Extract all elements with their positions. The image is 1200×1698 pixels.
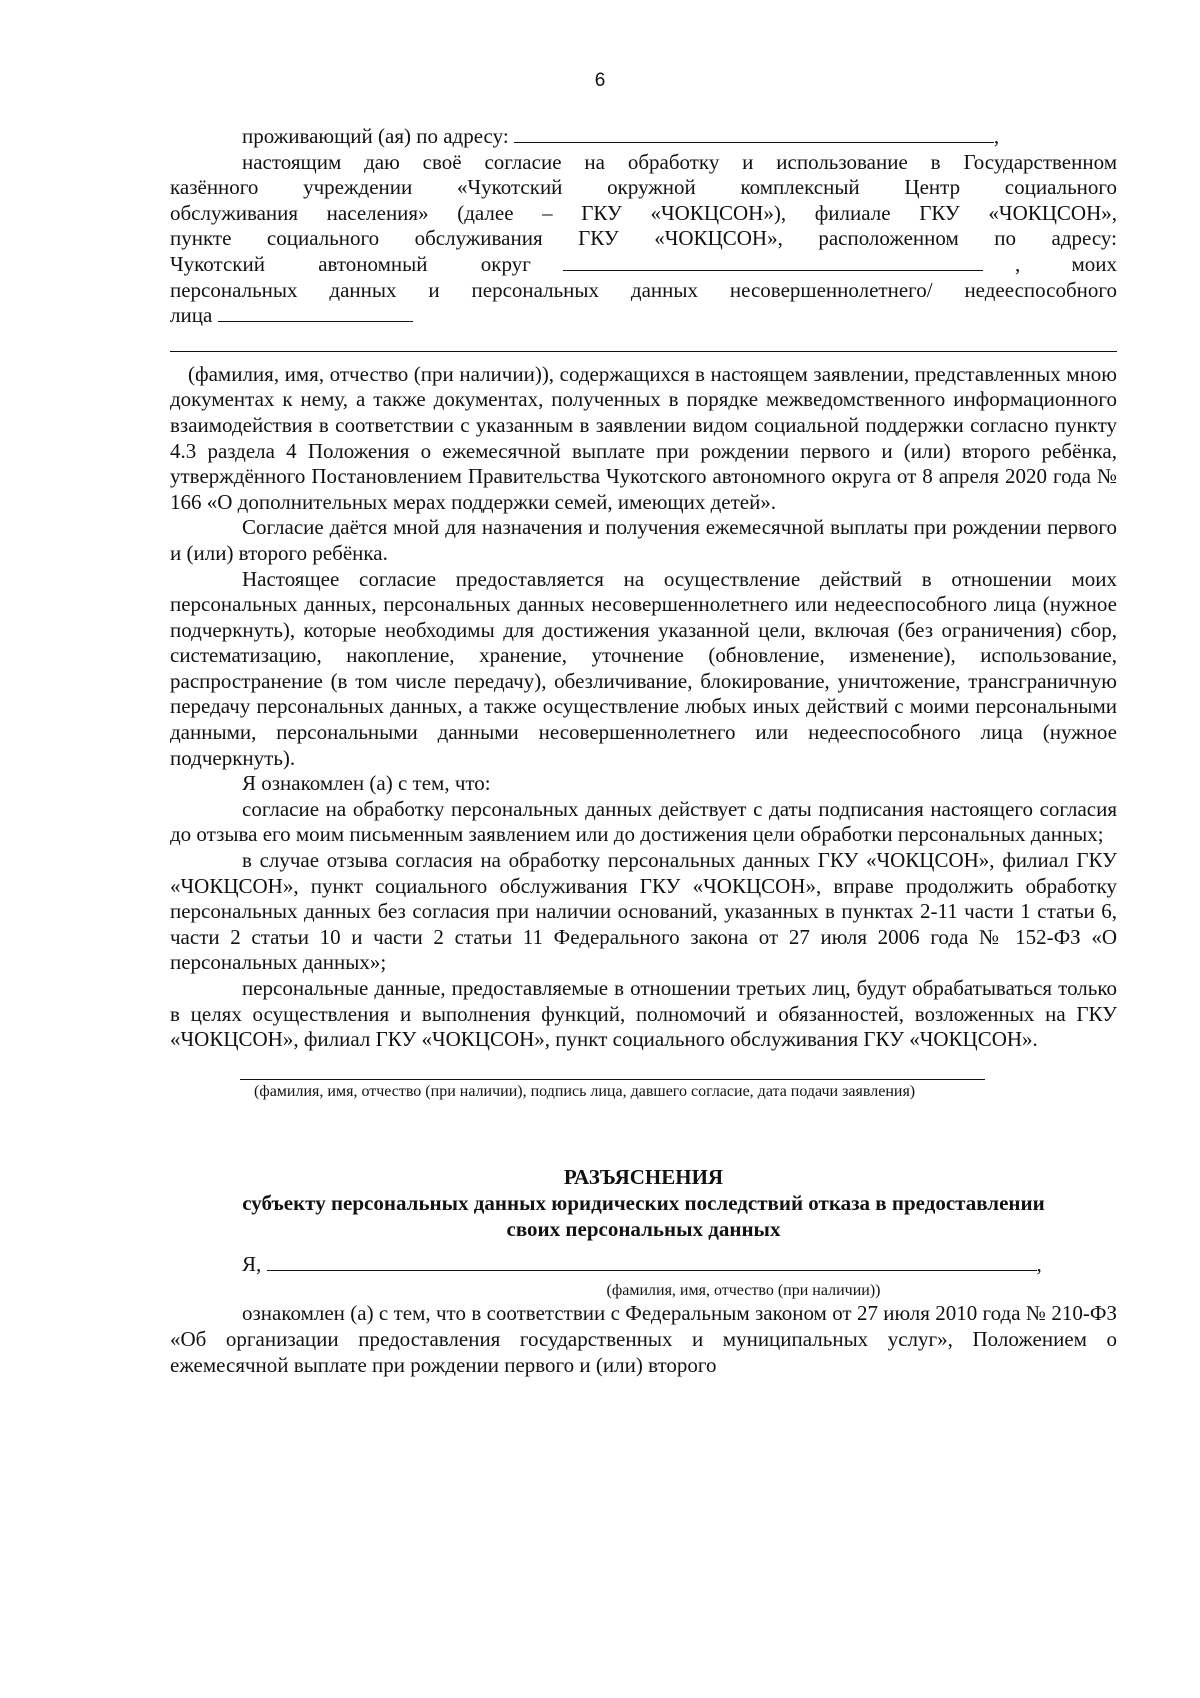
ya-blank [267, 1254, 1037, 1271]
actions-paragraph: Настоящее согласие предоставляется на осуществление действий в отношении моих персональных данных, персональных данных несовершеннолетнего или недееспособного лица (нужное подчеркнуть), которые необходимы для достижения указанной цели, включая (без ограничения) сбор, систематизацию, накопление, хранение, уточнение (обновление, изменение), использование, распространение (в том числе передачу), обезличивание, блокирование, уничтожение, трансграничную передачу персональных данных, а также осуществление любых иных действий с моими персональными данными, персональными данными несовершеннолетнего или недееспособного лица (нужное подчеркнуть). [170, 566, 1117, 770]
purpose-paragraph: Согласие даётся мной для назначения и получения ежемесячной выплаты при рождении первого и (или) второго ребёнка. [170, 515, 1117, 565]
explanation-body-paragraph: ознакомлен (а) с тем, что в соответствии с Федеральным законом от 27 июля 2010 года № 210-ФЗ «Об организации предоставления государственных и муниципальных услуг», Положением о ежемесячной выплате при рождении первого и (или) второго [170, 1301, 1117, 1377]
face-line [170, 303, 1117, 329]
consent-line-4: пункте социального обслуживания ГКУ «ЧОКЦСОН», расположенном по адресу: [170, 226, 1117, 251]
district-blank [563, 254, 983, 271]
address-blank [514, 126, 994, 143]
signature-line [240, 1075, 985, 1080]
third-party-paragraph: персональные данные, предоставляемые в отношении третьих лиц, будут обрабатываться только в целях осуществления и выполнения функций, полномочий и обязанностей, возложенных на ГКУ «ЧОКЦСОН», филиал ГКУ «ЧОКЦСОН», пункт социального обслуживания ГКУ «ЧОКЦСОН». [170, 976, 1117, 1052]
full-width-blank-line [170, 329, 1117, 352]
document-body [170, 124, 1117, 1378]
address-comma: , [993, 124, 1000, 148]
consent-line-3: обслуживания населения» (далее – ГКУ «ЧОКЦСОН»), филиале ГКУ «ЧОКЦСОН», [170, 200, 1117, 225]
fio-paragraph: (фамилия, имя, отчество (при наличии)), содержащихся в настоящем заявлении, представленных мною документах к нему, а также документах, полученных в порядке межведомственного информационного взаимодействия в соответствии с указанным в заявлении видом социальной поддержки согласно пункту 4.3 раздела 4 Положения о ежемесячной выплате при рождении первого и (или) второго ребёнка, утверждённого Постановлением Правительства Чукотского автономного округа от 8 апреля 2020 года № 166 «О дополнительных мерах поддержки семей, имеющих детей». [170, 361, 1117, 514]
consent-line-1: настоящим даю своё согласие на обработку и использование в Государственном [242, 149, 1117, 174]
persons-line: персональных данных и персональных данных несовершеннолетнего/ недееспособного [170, 277, 1117, 302]
acquainted-paragraph: Я ознакомлен (а) с тем, что: [242, 771, 491, 796]
ya-label: Я, [242, 1251, 262, 1276]
face-blank [218, 305, 413, 322]
district-right: , моих [1014, 251, 1117, 276]
page-number: 6 [594, 70, 606, 91]
explanation-subtitle-1: субъекту персональных данных юридических последствий отказа в предоставлении [242, 1190, 1045, 1215]
explanation-title: РАЗЪЯСНЕНИЯ [563, 1164, 724, 1189]
consent-line-2: казённого учреждении «Чукотский окружной комплексный Центр социального [170, 175, 1117, 200]
fio-caption: (фамилия, имя, отчество (при наличии)) [606, 1282, 881, 1300]
explanation-subtitle-2: своих персональных данных [506, 1216, 781, 1241]
ya-comma: , [1036, 1251, 1042, 1276]
face-label: лица [170, 303, 213, 328]
validity-paragraph: согласие на обработку персональных данных действует с даты подписания настоящего согласия до отзыва его моим письменным заявлением или до достижения цели обработки персональных данных; [170, 796, 1117, 847]
signature-caption: (фамилия, имя, отчество (при наличии), подпись лица, давшего согласие, дата подачи заявления) [254, 1082, 916, 1100]
district-line [170, 252, 1117, 278]
district-left: Чукотский автономный округ [170, 251, 531, 276]
address-line [170, 124, 1117, 150]
ya-line [170, 1252, 1117, 1278]
signature-block [240, 1075, 985, 1102]
withdrawal-paragraph: в случае отзыва согласия на обработку персональных данных ГКУ «ЧОКЦСОН», филиал ГКУ «ЧОКЦСОН», пункт социального обслуживания ГКУ «ЧОКЦСОН», вправе продолжить обработку персональных данных без согласия при наличии оснований, указанных в пунктах 2-11 части 1 статьи 6, части 2 статьи 10 и части 2 статьи 11 Федерального закона от 27 июля 2006 года № 152-ФЗ «О персональных данных»; [170, 848, 1117, 975]
address-label: проживающий (ая) по адресу: [242, 124, 509, 148]
